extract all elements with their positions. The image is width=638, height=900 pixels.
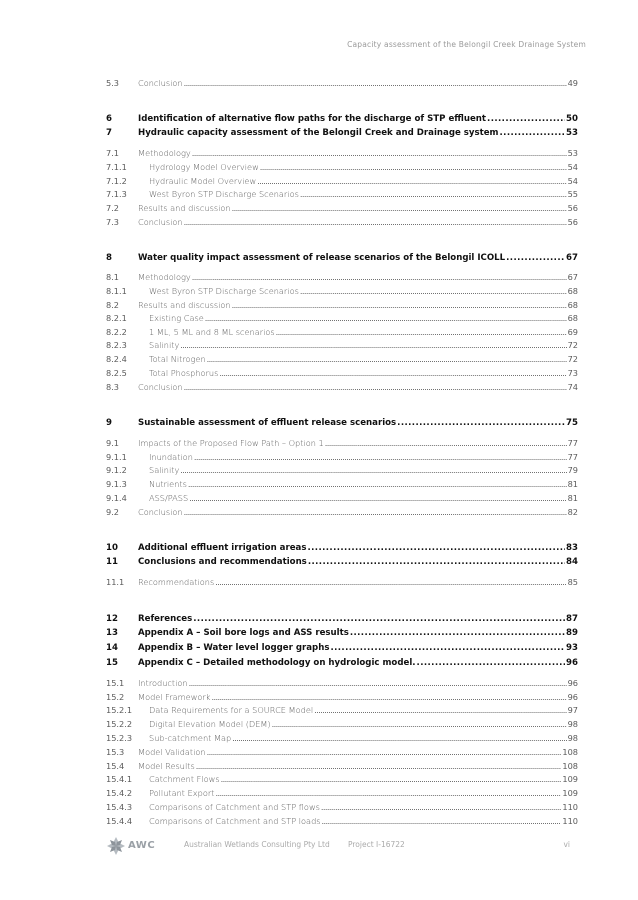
toc-entry-page: 82 xyxy=(567,507,578,517)
toc-entry-title: Sub-catchment Map xyxy=(149,733,232,743)
toc-entry-title: Existing Case xyxy=(149,313,204,323)
toc-entry-number: 8.1 xyxy=(106,272,120,282)
toc-entry-title: Impacts of the Proposed Flow Path – Option 1 xyxy=(138,438,324,448)
toc-entry-title: Appendix A – Soil bore logs and ASS results xyxy=(138,628,349,638)
toc-entry-number: 11.1 xyxy=(106,577,125,587)
toc-entry-number: 9.1 xyxy=(106,438,120,448)
toc-entry-title: West Byron STP Discharge Scenarios xyxy=(149,189,299,199)
toc-entry[interactable] xyxy=(106,705,578,718)
toc-entry[interactable] xyxy=(106,816,578,829)
toc-entry[interactable] xyxy=(106,162,578,175)
toc-entry-number: 9 xyxy=(106,418,112,428)
toc-entry-page: 109 xyxy=(562,774,578,784)
toc-entry-page: 55 xyxy=(567,189,578,199)
toc-entry[interactable] xyxy=(106,692,578,705)
toc-entry[interactable] xyxy=(106,614,578,627)
toc-leader-dots xyxy=(260,162,567,172)
toc-leader-dots xyxy=(215,788,561,798)
toc-entry-title: ASS/PASS xyxy=(149,493,189,503)
toc-entry-page: 69 xyxy=(567,327,578,337)
toc-entry[interactable] xyxy=(106,176,578,189)
toc-entry-number: 7.1 xyxy=(106,148,120,158)
toc-entry-number: 15.2 xyxy=(106,692,125,702)
toc-entry-number: 14 xyxy=(106,643,118,653)
toc-leader-dots xyxy=(487,114,565,124)
toc-entry-title: Total Nitrogen xyxy=(149,354,206,364)
toc-entry-number: 8.2.4 xyxy=(106,354,127,364)
toc-entry-title: Hydraulic Model Overview xyxy=(149,176,257,186)
toc-entry-page: 109 xyxy=(562,788,578,798)
toc-entry[interactable] xyxy=(106,189,578,202)
toc-entry[interactable] xyxy=(106,452,578,465)
toc-leader-dots xyxy=(232,300,567,310)
toc-entry-title: Total Phosphorus xyxy=(149,368,219,378)
toc-entry[interactable] xyxy=(106,128,578,141)
toc-entry-number: 7.3 xyxy=(106,217,120,227)
toc-entry-title: West Byron STP Discharge Scenarios xyxy=(149,286,299,296)
toc-entry-page: 108 xyxy=(562,761,578,771)
toc-entry-number: 8.2.3 xyxy=(106,340,127,350)
toc-leader-dots xyxy=(184,78,567,88)
toc-entry-title: Conclusion xyxy=(138,507,183,517)
toc-entry-title: Comparisons of Catchment and STP loads xyxy=(149,816,321,826)
toc-leader-dots xyxy=(205,313,567,323)
toc-entry-page: 77 xyxy=(567,438,578,448)
toc-entry[interactable] xyxy=(106,802,578,815)
toc-entry-number: 15.1 xyxy=(106,678,125,688)
toc-entry-title: Hydrology Model Overview xyxy=(149,162,259,172)
toc-entry[interactable] xyxy=(106,327,578,340)
toc-entry-title: Results and discussion xyxy=(138,300,231,310)
toc-leader-dots xyxy=(350,628,565,638)
toc-entry-number: 13 xyxy=(106,628,118,638)
toc-leader-dots xyxy=(215,577,566,587)
toc-entry-number: 15.4 xyxy=(106,761,125,771)
toc-leader-dots xyxy=(322,816,562,826)
toc-entry[interactable] xyxy=(106,300,578,313)
toc-leader-dots xyxy=(321,802,561,812)
toc-entry-number: 8.2 xyxy=(106,300,120,310)
toc-entry-number: 8.2.5 xyxy=(106,368,127,378)
toc-entry[interactable] xyxy=(106,313,578,326)
toc-leader-dots xyxy=(308,557,565,567)
toc-entry-number: 8.2.1 xyxy=(106,313,127,323)
toc-entry[interactable] xyxy=(106,479,578,492)
toc-entry[interactable] xyxy=(106,272,578,285)
toc-entry[interactable] xyxy=(106,286,578,299)
page-number: vi xyxy=(563,840,570,849)
toc-entry-number: 15.4.1 xyxy=(106,774,133,784)
toc-entry-number: 15.2.3 xyxy=(106,733,133,743)
toc-entry-page: 53 xyxy=(567,148,578,158)
toc-entry-number: 5.3 xyxy=(106,78,120,88)
toc-leader-dots xyxy=(257,176,566,186)
toc-entry-page: 56 xyxy=(567,203,578,213)
toc-entry-number: 11 xyxy=(106,557,118,567)
project-number: Project I-16722 xyxy=(348,840,405,849)
toc-entry[interactable] xyxy=(106,543,578,556)
toc-leader-dots xyxy=(207,747,562,757)
toc-entry-title: Additional effluent irrigation areas xyxy=(138,543,307,553)
toc-entry-page: 98 xyxy=(567,719,578,729)
toc-entry-title: Pollutant Export xyxy=(149,788,215,798)
toc-entry-number: 8.2.2 xyxy=(106,327,127,337)
toc-entry-number: 8.3 xyxy=(106,382,120,392)
toc-entry-number: 12 xyxy=(106,614,118,624)
toc-leader-dots xyxy=(194,452,567,462)
toc-entry-page: 110 xyxy=(562,802,578,812)
toc-entry-page: 54 xyxy=(567,176,578,186)
toc-entry-page: 81 xyxy=(567,479,578,489)
toc-entry[interactable] xyxy=(106,203,578,216)
toc-entry[interactable] xyxy=(106,788,578,801)
toc-entry[interactable] xyxy=(106,340,578,353)
toc-entry-number: 15.2.2 xyxy=(106,719,133,729)
toc-entry-number: 9.1.3 xyxy=(106,479,127,489)
toc-entry-page: 110 xyxy=(562,816,578,826)
toc-entry[interactable] xyxy=(106,418,578,431)
toc-entry[interactable] xyxy=(106,354,578,367)
toc-entry-title: Salinity xyxy=(149,340,180,350)
toc-entry-title: Methodology xyxy=(138,272,191,282)
toc-entry-number: 10 xyxy=(106,543,118,553)
toc-entry[interactable] xyxy=(106,774,578,787)
page-footer xyxy=(106,836,578,856)
toc-entry-page: 96 xyxy=(566,658,578,668)
toc-entry-page: 56 xyxy=(567,217,578,227)
toc-leader-dots xyxy=(417,658,566,668)
toc-leader-dots xyxy=(300,286,567,296)
toc-leader-dots xyxy=(314,705,566,715)
toc-entry-title: Data Requirements for a SOURCE Model xyxy=(149,705,314,715)
toc-entry-title: Introduction xyxy=(138,678,188,688)
toc-leader-dots xyxy=(189,493,566,503)
toc-entry-title: Model Validation xyxy=(138,747,206,757)
toc-entry-number: 7.1.3 xyxy=(106,189,127,199)
toc-entry-page: 96 xyxy=(567,678,578,688)
toc-entry-title: Conclusions and recommendations xyxy=(138,557,307,567)
toc-leader-dots xyxy=(506,253,565,263)
toc-entry-number: 8.1.1 xyxy=(106,286,127,296)
toc-entry-page: 68 xyxy=(567,300,578,310)
toc-leader-dots xyxy=(272,719,567,729)
toc-entry-title: Salinity xyxy=(149,465,180,475)
toc-entry-page: 73 xyxy=(567,368,578,378)
toc-leader-dots xyxy=(300,189,567,199)
toc-entry[interactable] xyxy=(106,382,578,395)
toc-entry-number: 15.4.4 xyxy=(106,816,133,826)
toc-entry-page: 72 xyxy=(567,354,578,364)
toc-entry-page: 68 xyxy=(567,286,578,296)
toc-leader-dots xyxy=(184,507,567,517)
toc-entry[interactable] xyxy=(106,114,578,127)
toc-leader-dots xyxy=(184,217,567,227)
toc-entry[interactable] xyxy=(106,148,578,161)
toc-entry[interactable] xyxy=(106,719,578,732)
toc-entry-page: 87 xyxy=(566,614,578,624)
toc-entry-page: 67 xyxy=(566,253,578,263)
toc-entry-title: Methodology xyxy=(138,148,191,158)
toc-entry-page: 50 xyxy=(566,114,578,124)
toc-entry-number: 7.2 xyxy=(106,203,120,213)
toc-entry-number: 6 xyxy=(106,114,112,124)
toc-entry-page: 74 xyxy=(567,382,578,392)
toc-entry-number: 9.1.1 xyxy=(106,452,127,462)
toc-entry-page: 83 xyxy=(566,543,578,553)
toc-entry[interactable] xyxy=(106,217,578,230)
toc-leader-dots xyxy=(232,203,567,213)
toc-entry[interactable] xyxy=(106,733,578,746)
toc-leader-dots xyxy=(500,128,566,138)
toc-entry-title: Catchment Flows xyxy=(149,774,220,784)
toc-entry[interactable] xyxy=(106,557,578,570)
toc-leader-dots xyxy=(188,479,567,489)
toc-entry-page: 96 xyxy=(567,692,578,702)
toc-entry[interactable] xyxy=(106,507,578,520)
toc-entry-title: Hydraulic capacity assessment of the Belongil Creek and Drainage system xyxy=(138,128,499,138)
awc-logo-icon xyxy=(106,836,126,856)
toc-leader-dots xyxy=(397,418,565,428)
toc-entry-page: 97 xyxy=(567,705,578,715)
toc-entry[interactable] xyxy=(106,678,578,691)
toc-entry-title: 1 ML, 5 ML and 8 ML scenarios xyxy=(149,327,275,337)
toc-entry-number: 9.2 xyxy=(106,507,120,517)
toc-entry-title: Appendix C – Detailed methodology on hydrologic model. xyxy=(138,658,416,668)
logo-text: AWC xyxy=(128,840,156,851)
toc-entry-page: 89 xyxy=(566,628,578,638)
toc-entry-page: 67 xyxy=(567,272,578,282)
toc-entry-number: 8 xyxy=(106,253,112,263)
running-header: Capacity assessment of the Belongil Creek Drainage System xyxy=(347,40,586,49)
toc-entry-title: Results and discussion xyxy=(138,203,231,213)
company-name: Australian Wetlands Consulting Pty Ltd xyxy=(184,840,330,849)
toc-entry-page: 84 xyxy=(566,557,578,567)
toc-entry-page: 54 xyxy=(567,162,578,172)
toc-leader-dots xyxy=(189,678,567,688)
toc-entry[interactable] xyxy=(106,628,578,641)
toc-entry-page: 108 xyxy=(562,747,578,757)
toc-entry-number: 15.3 xyxy=(106,747,125,757)
toc-entry-number: 7.1.1 xyxy=(106,162,127,172)
toc-entry-number: 15.2.1 xyxy=(106,705,133,715)
toc-leader-dots xyxy=(180,340,566,350)
toc-entry-page: 68 xyxy=(567,313,578,323)
toc-leader-dots xyxy=(307,543,565,553)
toc-leader-dots xyxy=(207,354,567,364)
toc-entry-number: 7.1.2 xyxy=(106,176,127,186)
toc-entry[interactable] xyxy=(106,493,578,506)
toc-entry-page: 81 xyxy=(567,493,578,503)
toc-entry[interactable] xyxy=(106,761,578,774)
toc-leader-dots xyxy=(184,382,567,392)
toc-entry-number: 7 xyxy=(106,128,112,138)
toc-entry-title: Model Framework xyxy=(138,692,211,702)
toc-entry-title: Sustainable assessment of effluent release scenarios xyxy=(138,418,397,428)
toc-leader-dots xyxy=(330,643,565,653)
toc-entry-title: Nutrients xyxy=(149,479,187,489)
toc-leader-dots xyxy=(219,368,566,378)
toc-entry[interactable] xyxy=(106,643,578,656)
toc-entry-title: Digital Elevation Model (DEM) xyxy=(149,719,271,729)
toc-entry-title: Model Results xyxy=(138,761,195,771)
toc-entry-title: Inundation xyxy=(149,452,193,462)
toc-entry-title: Appendix B – Water level logger graphs xyxy=(138,643,330,653)
toc-entry-page: 98 xyxy=(567,733,578,743)
toc-entry-number: 9.1.2 xyxy=(106,465,127,475)
toc-leader-dots xyxy=(196,761,562,771)
toc-entry-page: 79 xyxy=(567,465,578,475)
toc-entry[interactable] xyxy=(106,78,578,91)
toc-entry-page: 49 xyxy=(567,78,578,88)
toc-leader-dots xyxy=(193,614,565,624)
toc-entry[interactable] xyxy=(106,577,578,590)
toc-entry-page: 53 xyxy=(566,128,578,138)
toc-entry[interactable] xyxy=(106,465,578,478)
toc-entry[interactable] xyxy=(106,747,578,760)
toc-entry-page: 85 xyxy=(567,577,578,587)
toc-entry[interactable] xyxy=(106,658,578,671)
toc-leader-dots xyxy=(180,465,566,475)
toc-leader-dots xyxy=(276,327,567,337)
toc-entry-title: Conclusion xyxy=(138,382,183,392)
toc-entry[interactable] xyxy=(106,368,578,381)
toc-entry-page: 93 xyxy=(566,643,578,653)
toc-leader-dots xyxy=(212,692,567,702)
toc-entry-title: Conclusion xyxy=(138,217,183,227)
toc-entry[interactable] xyxy=(106,438,578,451)
toc-leader-dots xyxy=(192,272,567,282)
toc-entry-page: 72 xyxy=(567,340,578,350)
toc-entry-page: 77 xyxy=(567,452,578,462)
toc-leader-dots xyxy=(325,438,567,448)
toc-entry-number: 15.4.3 xyxy=(106,802,133,812)
toc-entry-title: Water quality impact assessment of release scenarios of the Belongil ICOLL xyxy=(138,253,506,263)
toc-leader-dots xyxy=(192,148,567,158)
toc-entry-title: Identification of alternative flow paths for the discharge of STP effluent xyxy=(138,114,487,124)
toc-entry-number: 9.1.4 xyxy=(106,493,127,503)
toc-leader-dots xyxy=(232,733,566,743)
toc-entry-number: 15.4.2 xyxy=(106,788,133,798)
toc-entry-number: 15 xyxy=(106,658,118,668)
toc-entry-title: Comparisons of Catchment and STP flows xyxy=(149,802,320,812)
toc-entry[interactable] xyxy=(106,253,578,266)
toc-entry-title: Conclusion xyxy=(138,78,183,88)
toc-leader-dots xyxy=(221,774,562,784)
toc-entry-page: 75 xyxy=(566,418,578,428)
toc-entry-title: References xyxy=(138,614,193,624)
toc-entry-title: Recommendations xyxy=(138,577,215,587)
